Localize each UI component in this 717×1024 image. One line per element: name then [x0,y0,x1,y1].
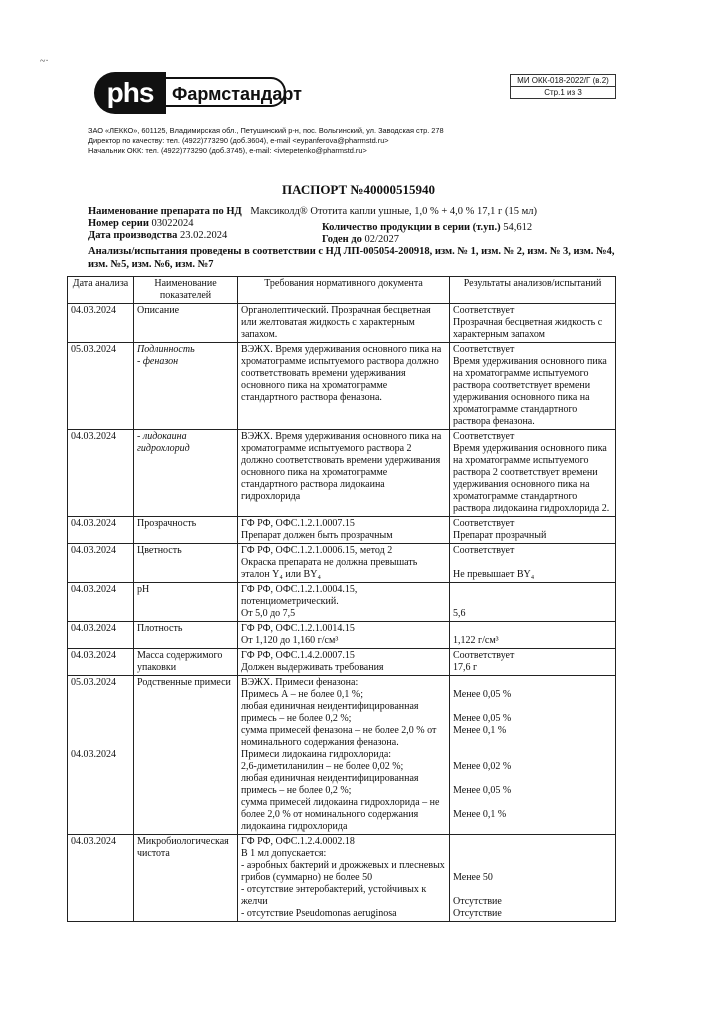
cell-date: 05.03.2024 04.03.2024 [68,676,134,835]
cell-name: Плотность [134,622,238,649]
cell-res: 1,122 г/см³ [450,622,616,649]
product-value: Максиколд® Ототита капли ушные, 1,0 % + 4,0 % 17,1 г (15 мл) [250,206,537,217]
table-row [68,343,616,430]
production-date-line [88,230,227,242]
col-requirements: Требования нормативного документа [238,277,450,304]
production-date-label: Дата производства [88,230,178,241]
quality-director-contact: Директор по качеству: тел. (4922)773290 (доб.3604), e-mail <eypanferova@pharmstd.ru> [88,136,389,145]
col-results: Результаты анализов/испытаний [450,277,616,304]
cell-date: 04.03.2024 [68,622,134,649]
cell-date: 04.03.2024 [68,430,134,517]
logo-mark: phs [94,72,166,114]
quantity-line [322,222,532,234]
cell-name: Родственные примеси [134,676,238,835]
cell-req: ВЭЖХ. Время удерживания основного пика на хроматограмме испытуемого раствора 2 должно соответствовать времени удерживания основного пика на хроматограмме стандартного раствора лидокаина гидрохлорида [238,430,450,517]
table-row [68,676,616,835]
passport-title: ПАСПОРТ №40000515940 [281,182,436,197]
cell-name: Описание [134,304,238,343]
cell-date: 05.03.2024 [68,343,134,430]
cell-res: Соответствует Препарат прозрачный [450,517,616,544]
cell-date: 04.03.2024 [68,583,134,622]
quantity-value: 54,612 [503,222,533,233]
page-number: Стр.1 из 3 [511,86,615,98]
cell-date: 04.03.2024 [68,544,134,583]
company-info [88,126,508,156]
table-header-row [68,277,616,304]
table-row [68,622,616,649]
cell-res: Соответствует Прозрачная бесцветная жидкость с характерным запахом [450,304,616,343]
cell-name: pH [134,583,238,622]
production-date-value: 23.02.2024 [180,230,228,241]
expiry-label: Годен до [322,234,362,245]
cell-req: Органолептический. Прозрачная бесцветная или желтоватая жидкость с характерным запахом. [238,304,450,343]
col-date: Дата анализа [68,277,134,304]
cell-res: 5,6 [450,583,616,622]
cell-date: 04.03.2024 [68,835,134,922]
cell-res: Соответствует 17,6 г [450,649,616,676]
cell-name: Микробиологическая чистота [134,835,238,922]
cell-name: Масса содержимого упаковки [134,649,238,676]
table-row [68,649,616,676]
series-label: Номер серии [88,218,149,229]
cell-name: - лидокаина гидрохлорид [134,430,238,517]
cell-date: 04.03.2024 [68,649,134,676]
passport-table [67,276,616,922]
series-value: 03022024 [151,218,194,229]
table-row [68,544,616,583]
analysis-basis: Анализы/испытания проведены в соответствии с НД ЛП-005054-200918, изм. № 1, изм. № 2, изм. № 3, изм. №4, изм. №5, изм. №6, изм. №7 [88,246,615,270]
product-label: Наименование препарата по НД [88,206,242,217]
cell-name: Цветность [134,544,238,583]
cell-res: Менее 0,05 % Менее 0,05 % Менее 0,1 % Менее 0,02 % Менее 0,05 % Менее 0,1 % [450,676,616,835]
cell-req: ВЭЖХ. Примеси феназона: Примесь А – не более 0,1 %; любая единичная неидентифицированная примесь – не более 0,2 %; сумма примесей феназона – не более 2,0 % от номинального содержания феназона. Примеси лидокаина гидрохлорида: 2,6-диметиланилин – не более 0,02 %; любая единичная неидентифицированная примесь – не более 0,2 %; сумма примесей лидокаина гидрохлорида – не более 2,0 % от номинального содержания лидокаина гидрохлорида [238,676,450,835]
cell-date: 04.03.2024 [68,304,134,343]
expiry-line [322,234,399,246]
table-row [68,304,616,343]
quantity-label: Количество продукции в серии (т.уп.) [322,222,501,233]
expiry-value: 02/2027 [364,234,399,245]
cell-req: ГФ РФ, ОФС.1.2.4.0002.18 В 1 мл допускается: - аэробных бактерий и дрожжевых и плесневых грибов (суммарно) не более 50 - отсутствие энтеробактерий, устойчивых к желчи - отсутствие Pseudomonas aeruginosa [238,835,450,922]
qc-head-contact: Начальник ОКК: тел. (4922)773290 (доб.3745), e-mail: <ivtepetenko@pharmstd.ru> [88,146,367,155]
document-reference-box [510,74,616,99]
cell-name: Прозрачность [134,517,238,544]
cell-name: Подлинность - феназон [134,343,238,430]
table-row [68,430,616,517]
cell-req: ГФ РФ, ОФС.1.2.1.0006.15, метод 2 Окраска препарата не должна превышать эталон Y₄ или BY₄ [238,544,450,583]
company-address: ЗАО «ЛЕККО», 601125, Владимирская обл., Петушинский р-н, пос. Вольгинский, ул. Заводская стр. 278 [88,126,444,135]
series-line [88,218,194,230]
col-parameter: Наименование показателей [134,277,238,304]
margin-mark: ~· [40,56,49,67]
table-row [68,517,616,544]
cell-res: Соответствует Время удерживания основного пика на хроматограмме испытуемого раствора 2 соответствует времени удерживания основного пика на хроматограмме стандартного раствора лидокаина гидрохлорида 2. [450,430,616,517]
cell-res: Менее 50 Отсутствие Отсутствие [450,835,616,922]
cell-date: 04.03.2024 [68,517,134,544]
cell-res: Соответствует Не превышает BY₄ [450,544,616,583]
logo-name: Фармстандарт [166,77,286,107]
product-line [88,206,648,218]
company-logo [94,72,302,114]
table-row [68,583,616,622]
cell-req: ГФ РФ, ОФС.1.4.2.0007.15 Должен выдерживать требования [238,649,450,676]
doc-ref-code: МИ ОКК-018-2022/Г (в.2) [517,76,609,85]
table-row [68,835,616,922]
cell-res: Соответствует Время удерживания основного пика на хроматограмме испытуемого раствора соответствует времени удерживания основного пика на хроматограмме стандартного раствора феназона. [450,343,616,430]
cell-req: ГФ РФ, ОФС.1.2.1.0014.15 От 1,120 до 1,160 г/см³ [238,622,450,649]
cell-req: ВЭЖХ. Время удерживания основного пика на хроматограмме испытуемого раствора должно соответствовать времени удерживания основного пика на хроматограмме стандартного раствора феназона. [238,343,450,430]
cell-req: ГФ РФ, ОФС.1.2.1.0007.15 Препарат должен быть прозрачным [238,517,450,544]
cell-req: ГФ РФ, ОФС.1.2.1.0004.15, потенциометрический. От 5,0 до 7,5 [238,583,450,622]
